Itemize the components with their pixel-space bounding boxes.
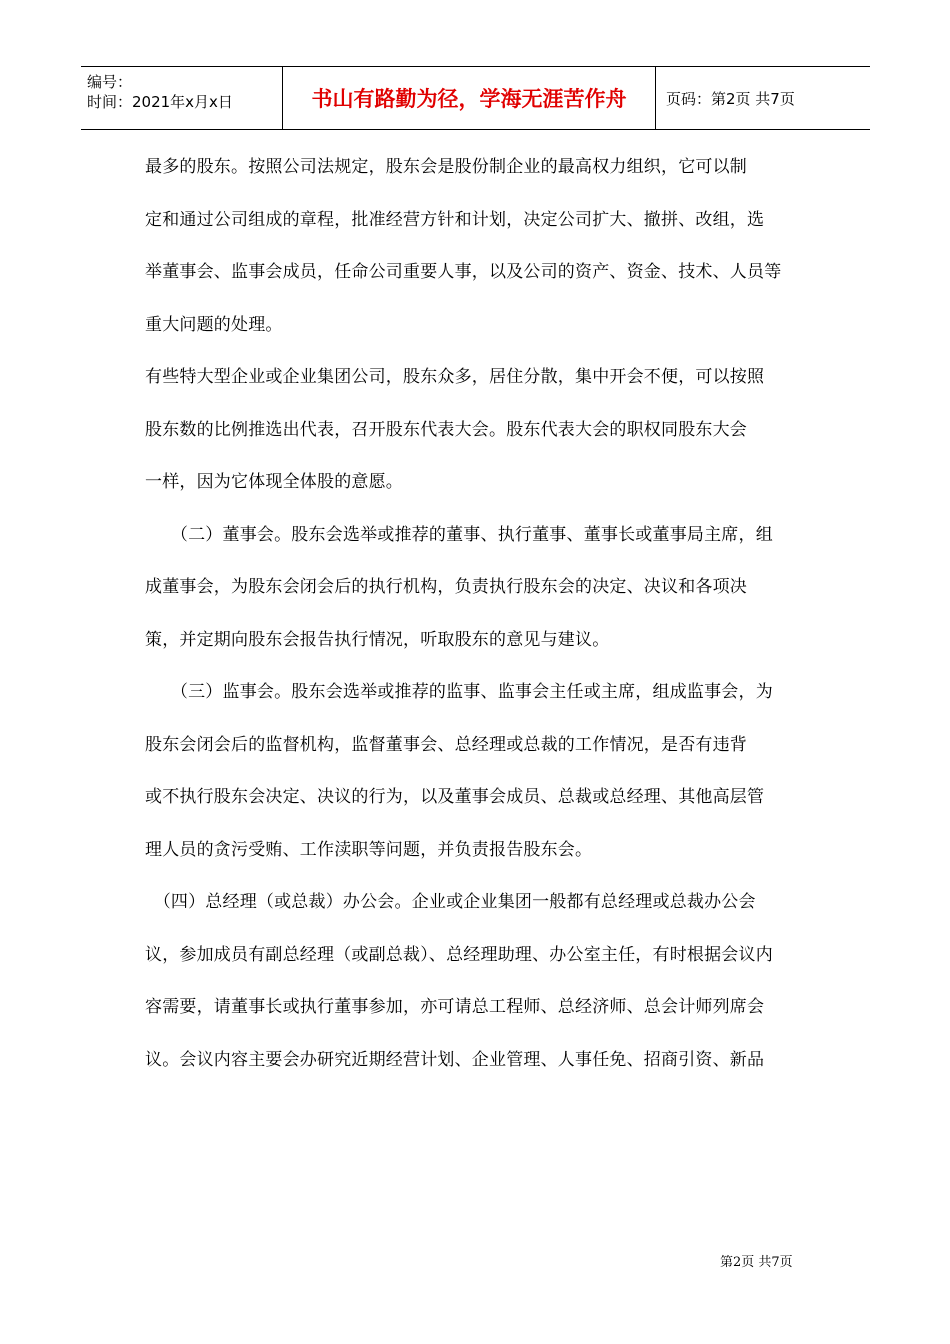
document-body xyxy=(145,144,810,1089)
header-page-info: 页码：第2页 共7页 xyxy=(666,89,795,108)
document-number-label: 编号： xyxy=(87,73,133,91)
body-line: 议，参加成员有副总经理（或副总裁）、总经理助理、办公室主任，有时根据会议内 xyxy=(145,944,773,965)
header-motto: 书山有路勤为径，学海无涯苦作舟 xyxy=(283,67,656,129)
body-line: 有些特大型企业或企业集团公司，股东众多，居住分散，集中开会不便，可以按照 xyxy=(145,367,765,387)
body-line: （二）董事会。股东会选举或推荐的董事、执行董事、董事长或董事局主席，组 xyxy=(145,524,773,545)
body-line: 成董事会，为股东会闭会后的执行机构，负责执行股东会的决定、决议和各项决 xyxy=(145,577,747,597)
body-line: 或不执行股东会决定、决议的行为，以及董事会成员、总裁或总经理、其他高层管 xyxy=(145,787,765,807)
page-header xyxy=(81,66,870,130)
document-date: 时间：2021年x月x日 xyxy=(87,93,233,111)
body-line: 重大问题的处理。 xyxy=(145,314,283,335)
body-line: 股东会闭会后的监督机构，监督董事会、总经理或总裁的工作情况，是否有违背 xyxy=(145,734,747,755)
body-line: 议。会议内容主要会办研究近期经营计划、企业管理、人事任免、招商引资、新品 xyxy=(145,1049,765,1070)
body-line: （三）监事会。股东会选举或推荐的监事、监事会主任或主席，组成监事会，为 xyxy=(145,682,773,702)
body-line: 理人员的贪污受贿、工作渎职等问题，并负责报告股东会。 xyxy=(145,839,593,860)
header-meta-cell xyxy=(81,67,283,129)
body-line: 最多的股东。按照公司法规定，股东会是股份制企业的最高权力组织，它可以制 xyxy=(145,157,747,177)
body-line: 定和通过公司组成的章程，批准经营方针和计划，决定公司扩大、撤拼、改组，选 xyxy=(145,209,765,230)
body-line: 策，并定期向股东会报告执行情况，听取股东的意见与建议。 xyxy=(145,629,610,650)
body-line: 举董事会、监事会成员，任命公司重要人事，以及公司的资产、资金、技术、人员等 xyxy=(145,262,782,282)
page-footer: 第2页 共7页 xyxy=(720,1255,793,1270)
body-line: 一样，因为它体现全体股的意愿。 xyxy=(145,472,403,492)
body-line: 股东数的比例推选出代表，召开股东代表大会。股东代表大会的职权同股东大会 xyxy=(145,419,747,440)
body-line: 容需要，请董事长或执行董事参加，亦可请总工程师、总经济师、总会计师列席会 xyxy=(145,997,765,1017)
body-line: （四）总经理（或总裁）办公会。企业或企业集团一般都有总经理或总裁办公会 xyxy=(145,892,756,912)
